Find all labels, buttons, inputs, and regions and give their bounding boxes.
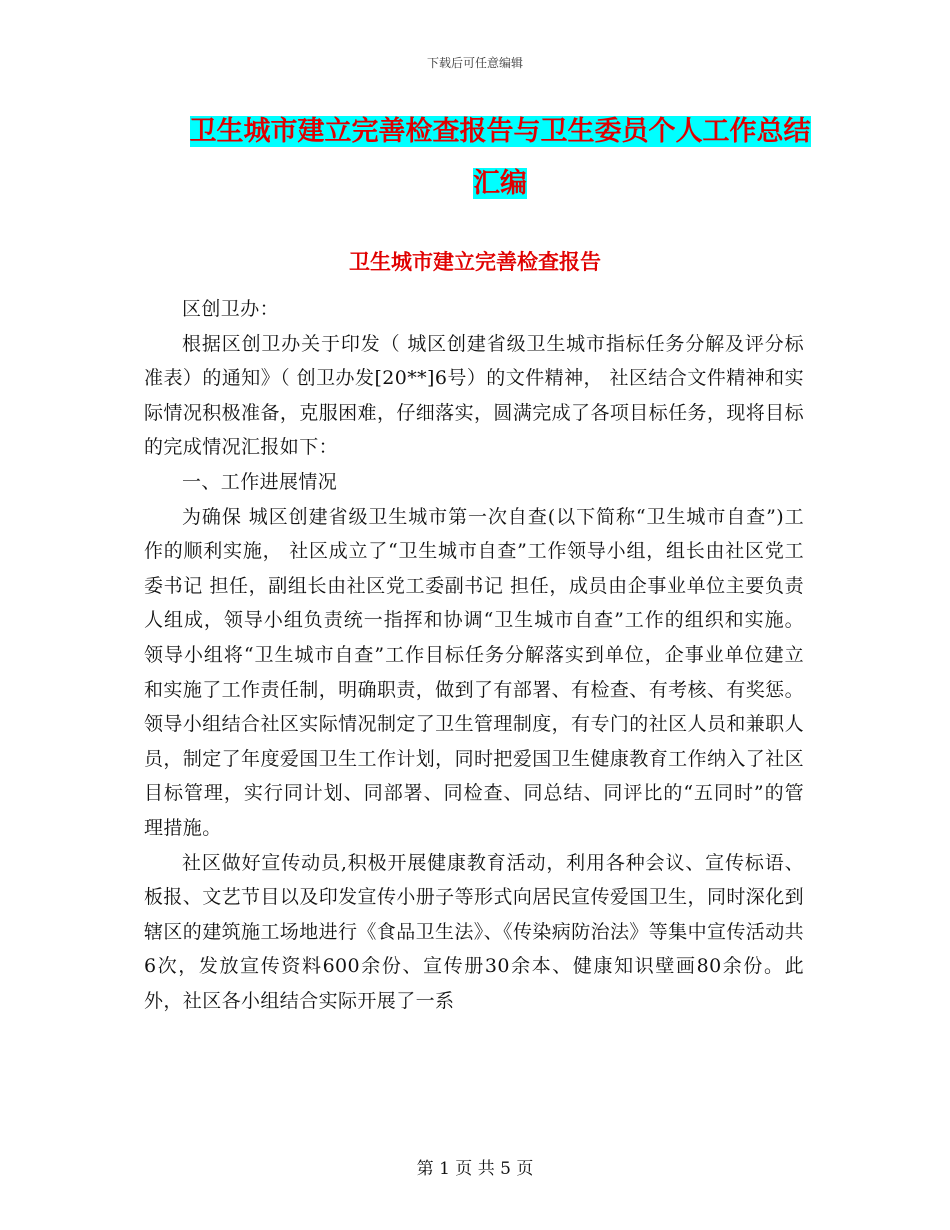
document-title: [150, 106, 850, 210]
header-note: 下载后可任意编辑: [426, 56, 523, 70]
paragraph-heading-progress: 一、工作进展情况: [182, 470, 338, 493]
document-title-line2: 汇编: [473, 168, 527, 199]
paragraph-addressee: 区创卫办：: [182, 298, 280, 320]
paragraph-organization: 为确保 城区创建省级卫生城市第一次自查(以下简称“卫生城市自查”)工作的顺利实施， 社区成立了“卫生城市自查”工作领导小组，组长由社区党工委书记 担任，副组长由社区党工委副书记 担任，成员由企事业单位主要负责人组成，领导小组负责统一指挥和协调“卫生城市自查”工作的组织和实施。领导小组将“卫生城市自查”工作目标任务分解落实到单位，企事业单位建立和实施了工作责任制，明确职责，做到了有部署、有检查、有考核、有奖惩。领导小组结合社区实际情况制定了卫生管理制度，有专门的社区人员和兼职人员，制定了年度爱国卫生工作计划，同时把爱国卫生健康教育工作纳入了社区目标管理，实行同计划、同部署、同检查、同总结、同评比的“五同时”的管理措施。: [144, 505, 804, 839]
paragraph-intro: 根据区创卫办关于印发（ 城区创建省级卫生城市指标任务分解及评分标准表）的通知》（ 创卫办发[20**]6号）的文件精神， 社区结合文件精神和实际情况积极准备，克服困难，仔细落实，圆满完成了各项目标任务，现将目标的完成情况汇报如下：: [144, 332, 804, 459]
document-title-line1: 卫生城市建立完善检查报告与卫生委员个人工作总结: [189, 116, 811, 147]
page-number-footer: 第 1 页 共 5 页: [416, 1159, 534, 1179]
section-title: 卫生城市建立完善检查报告: [349, 250, 601, 274]
paragraph-publicity: 社区做好宣传动员,积极开展健康教育活动，利用各种会议、宣传标语、板报、文艺节目以及印发宣传小册子等形式向居民宣传爱国卫生，同时深化到辖区的建筑施工场地进行《食品卫生法》、《传染病防治法》等集中宣传活动共6次，发放宣传资料600余份、宣传册30余本、健康知识壁画80余份。此外，社区各小组结合实际开展了一系: [144, 851, 805, 1012]
body-text: [144, 292, 804, 1018]
